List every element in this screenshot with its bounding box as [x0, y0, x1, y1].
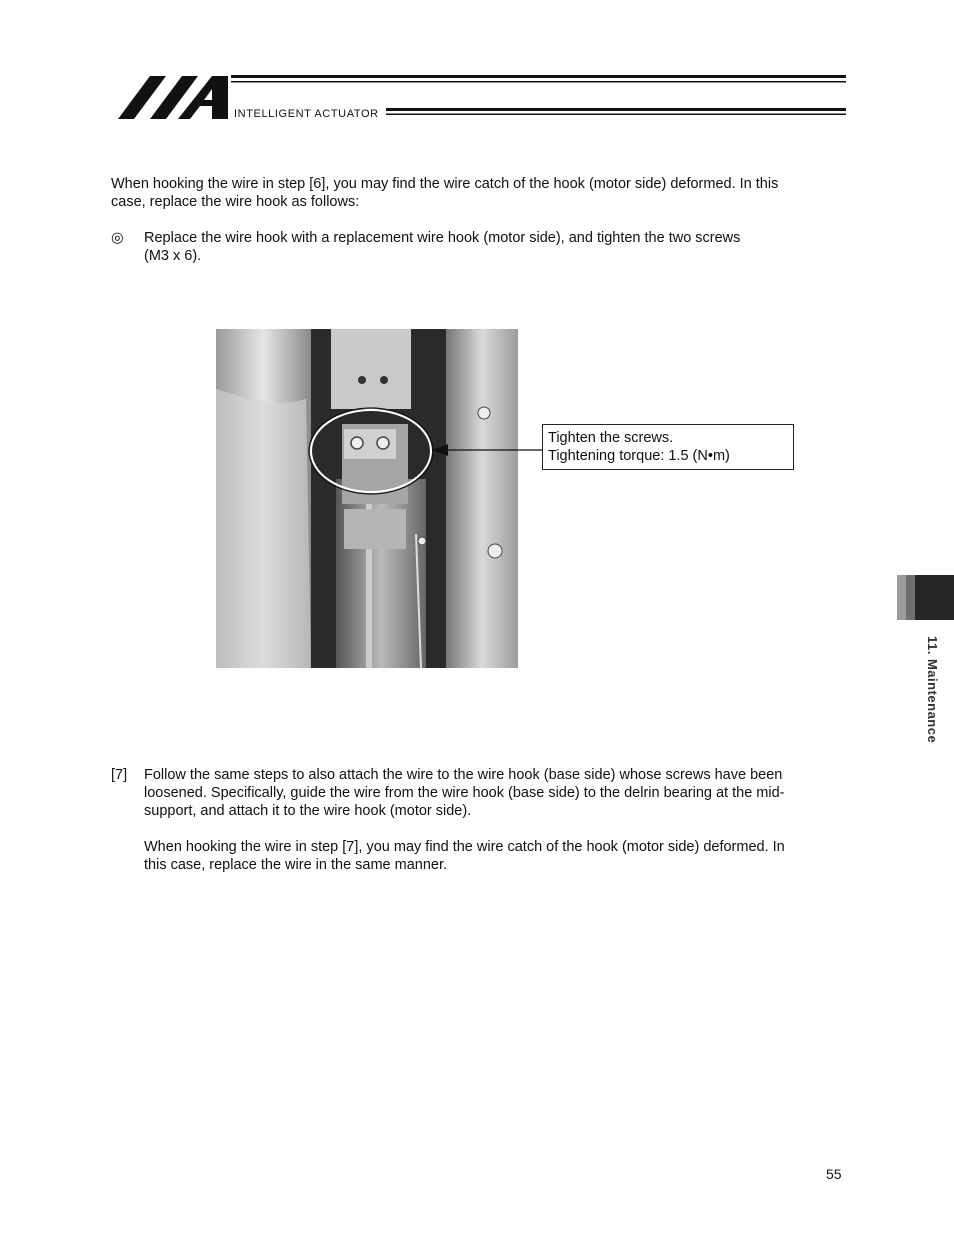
- torque-callout: [542, 424, 794, 470]
- step-7-line-4: When hooking the wire in step [7], you may find the wire catch of the hook (motor side) deformed. In: [144, 839, 785, 855]
- wire-hook-photo: [216, 329, 518, 668]
- step-7-line-2: loosened. Specifically, guide the wire from the wire hook (base side) to the delrin bearing at the mid-: [144, 785, 785, 801]
- callout-arrow-icon: [430, 440, 545, 460]
- step-7-number: [7]: [111, 767, 128, 783]
- chapter-tab: [897, 575, 954, 620]
- chapter-label: 11. Maintenance: [925, 636, 940, 744]
- page-number: 55: [826, 1166, 842, 1182]
- callout-line-1: Tighten the screws.: [548, 430, 674, 446]
- brand-name: INTELLIGENT ACTUATOR: [234, 108, 379, 120]
- bullet-symbol: ◎: [111, 230, 124, 246]
- bullet-line-2: (M3 x 6).: [144, 248, 202, 264]
- step-7-line-5: this case, replace the wire in the same manner.: [144, 857, 448, 873]
- intro-line-1: When hooking the wire in step [6], you may find the wire catch of the hook (motor side) deformed. In this: [111, 176, 779, 192]
- step-7-line-1: Follow the same steps to also attach the wire to the wire hook (base side) whose screws have been: [144, 767, 783, 783]
- bullet-line-1: Replace the wire hook with a replacement wire hook (motor side), and tighten the two screws: [144, 230, 741, 246]
- step-7-line-3: support, and attach it to the wire hook (motor side).: [144, 803, 472, 819]
- intro-line-2: case, replace the wire hook as follows:: [111, 194, 360, 210]
- callout-line-2: Tightening torque: 1.5 (N•m): [548, 448, 730, 464]
- iai-logo: [116, 72, 846, 124]
